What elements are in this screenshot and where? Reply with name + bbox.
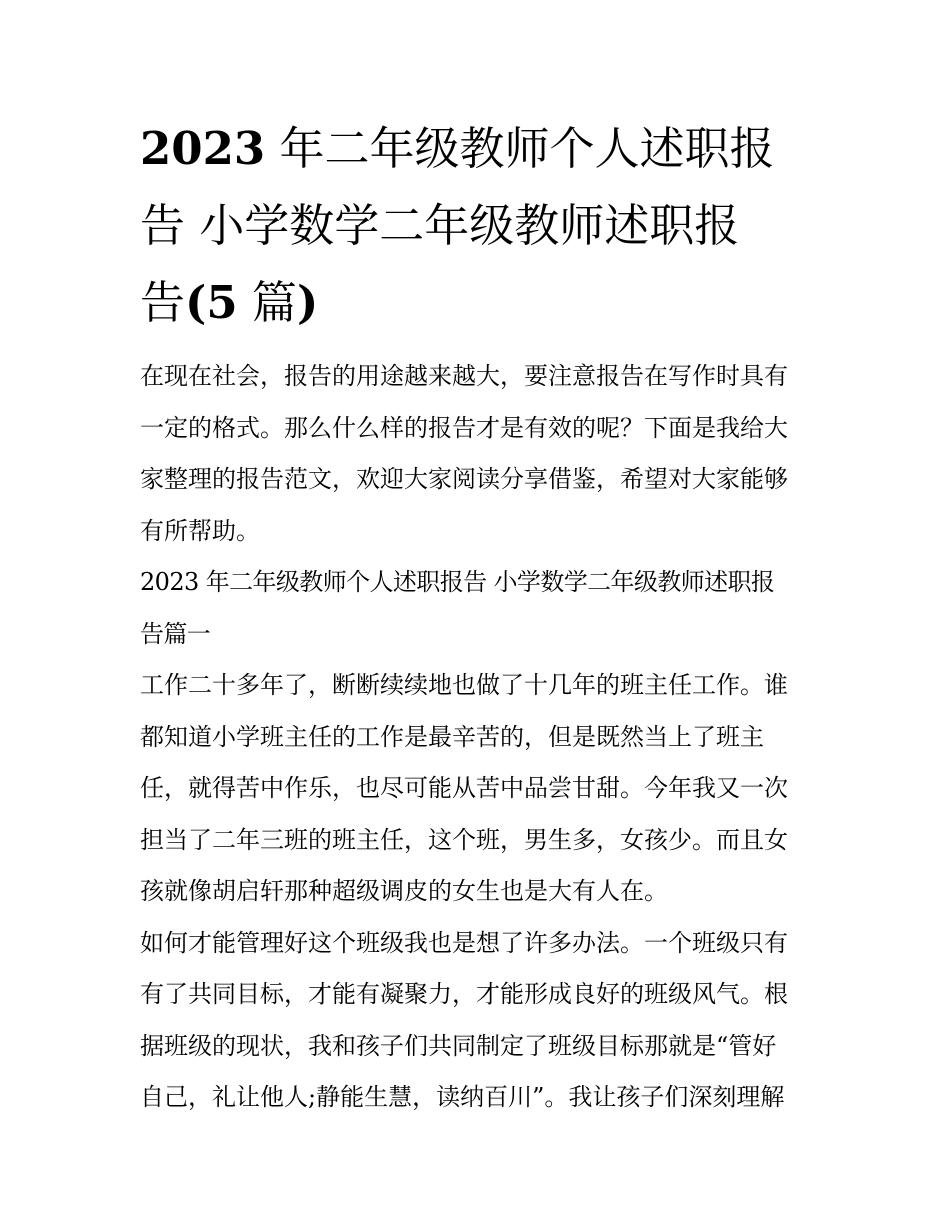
section-heading [140, 557, 812, 660]
document-page [140, 110, 812, 1124]
body-paragraph-2 [140, 918, 812, 1124]
text-line: 告篇一 [140, 619, 211, 648]
text-line: 在现在社会，报告的用途越来越大，要注意报告在写作时具有 [140, 362, 788, 390]
text-line: 孩就像胡启轩那种超级调皮的女生也是大有人在。 [140, 877, 668, 905]
text-line: 任，就得苦中作乐，也尽可能从苦中品尝甘甜。今年我又一次 [140, 774, 788, 802]
text-line: 家整理的报告范文，欢迎大家阅读分享借鉴，希望对大家能够 [140, 465, 788, 493]
text-line: 据班级的现状，我和孩子们共同制定了班级目标那就是“管好 [140, 1031, 777, 1060]
title-line: 告 小学数学二年级教师述职报 [140, 199, 740, 252]
text-line: 都知道小学班主任的工作是最辛苦的，但是既然当上了班主 [140, 722, 764, 751]
text-line: 有了共同目标，才能有凝聚力，才能形成良好的班级风气。根 [140, 980, 788, 1008]
text-line: 担当了二年三班的班主任，这个班，男生多，女孩少。而且女 [140, 825, 788, 854]
text-line: 一定的格式。那么什么样的报告才是有效的呢？下面是我给大 [140, 413, 788, 442]
text-line: 有所帮助。 [140, 516, 260, 545]
title-line: 告(5 篇) [140, 276, 319, 329]
text-line: 自己，礼让他人;静能生慧，读纳百川”。我让孩子们深刻理解 [140, 1083, 785, 1111]
text-line: 2023 年二年级教师个人述职报告 小学数学二年级教师述职报 [140, 568, 775, 596]
document-title [140, 110, 812, 341]
text-line: 工作二十多年了，断断续续地也做了十几年的班主任工作。谁 [140, 671, 788, 699]
text-line: 如何才能管理好这个班级我也是想了许多办法。一个班级只有 [140, 928, 788, 957]
intro-paragraph [140, 351, 812, 557]
body-paragraph-1 [140, 660, 812, 918]
title-line: 2023 年二年级教师个人述职报 [140, 122, 775, 175]
